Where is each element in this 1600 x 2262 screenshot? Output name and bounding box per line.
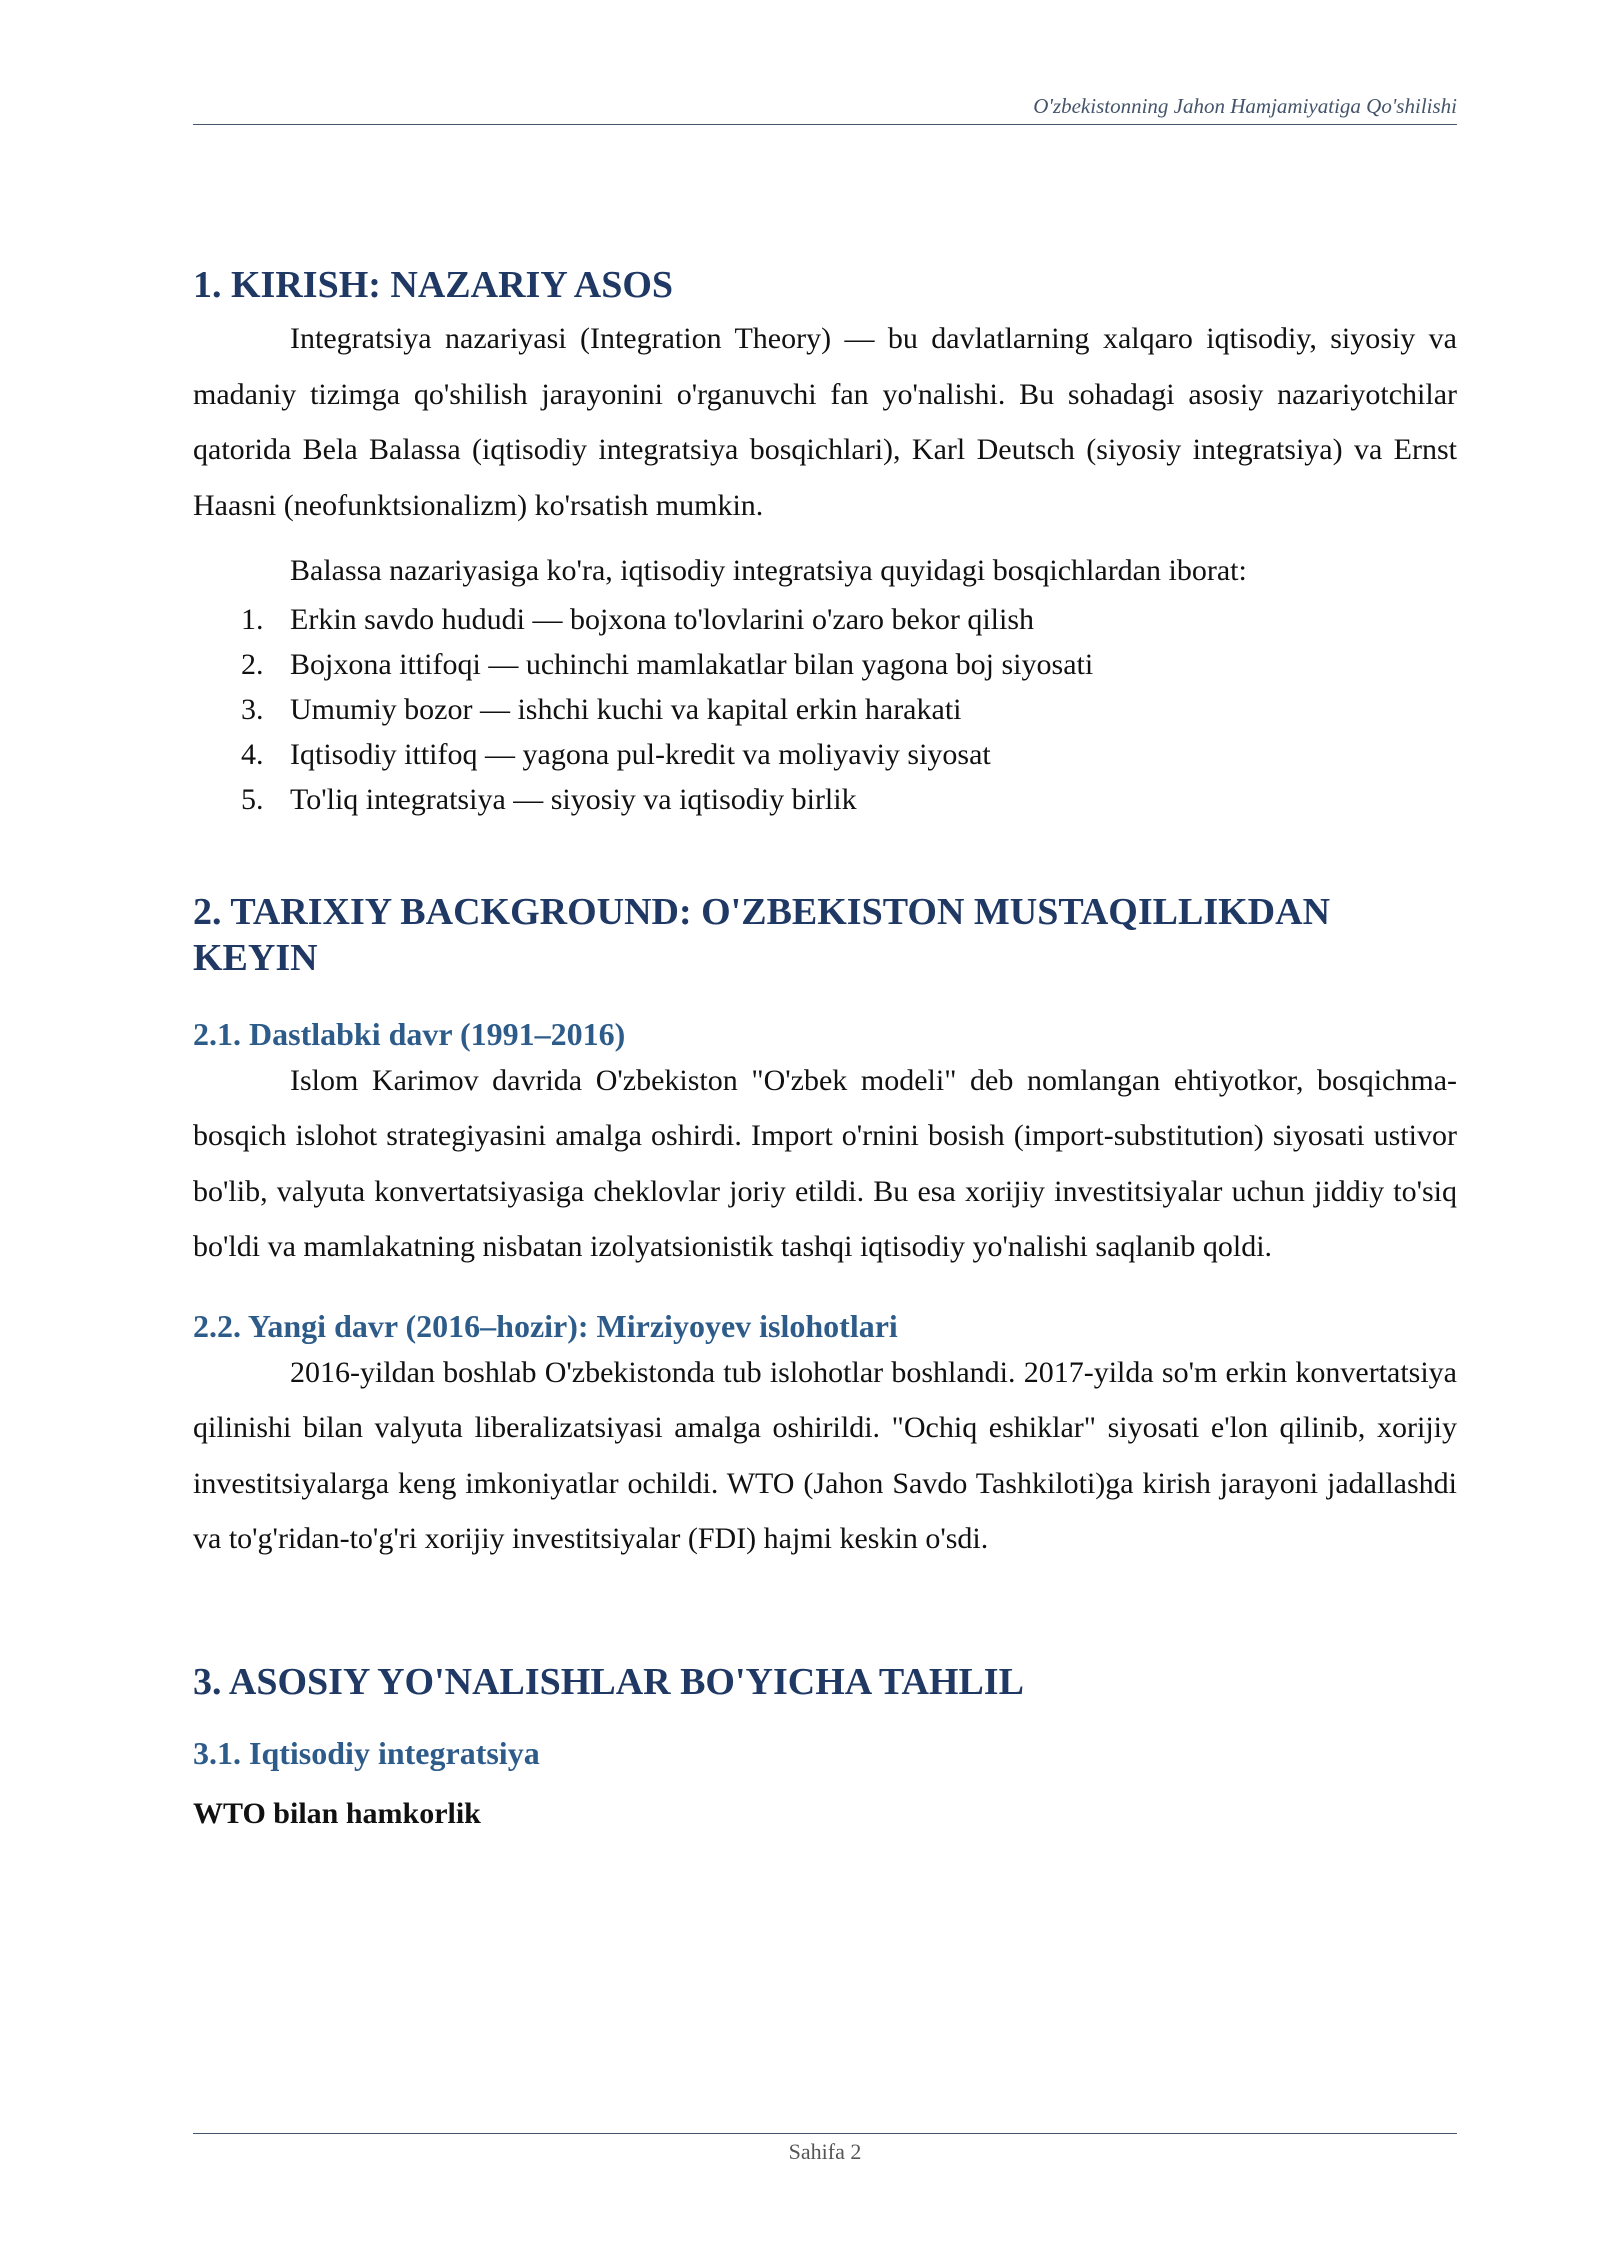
section-2-1-heading: 2.1. Dastlabki davr (1991–2016): [193, 1015, 626, 1052]
section-3-heading: 3. ASOSIY YO'NALISHLAR BO'YICHA TAHLIL: [193, 1660, 1024, 1703]
integration-stages-list: [193, 597, 1457, 822]
section-1-paragraph-2: Balassa nazariyasiga ko'ra, iqtisodiy integratsiya quyidagi bosqichlardan iborat:: [290, 554, 1247, 587]
section-2-heading: 2. TARIXIY BACKGROUND: O'ZBEKISTON MUSTAQILLIKDAN KEYIN: [193, 890, 1331, 979]
page-content: [193, 262, 1457, 1832]
section-2-1-paragraph: Islom Karimov davrida O'zbekiston "O'zbek modeli" deb nomlangan ehtiyotkor, bosqichma-bosqich islohot strategiyasini amalga oshirdi. Import o'rnini bosish (import-substitution) siyosati ustivor bo'lib, valyuta konvertatsiyasiga cheklovlar joriy etildi. Bu esa xorijiy investitsiyalar uchun jiddiy to'siq bo'ldi va mamlakatning nisbatan izolyatsionistik tashqi iqtisodiy yo'nalishi saqlanib qoldi.: [193, 1063, 1457, 1263]
section-3-1-heading: 3.1. Iqtisodiy integratsiya: [193, 1734, 540, 1771]
list-item: 2. Bojxona ittifoqi — uchinchi mamlakatlar bilan yagona boj siyosati: [241, 647, 1094, 681]
page-number: Sahifa 2: [788, 2139, 862, 2164]
list-item: 3. Umumiy bozor — ishchi kuchi va kapital erkin harakati: [241, 692, 962, 726]
section-2-2-paragraph: 2016-yildan boshlab O'zbekistonda tub islohotlar boshlandi. 2017-yilda so'm erkin konvertatsiya qilinishi bilan valyuta liberalizatsiyasi amalga oshirildi. "Ochiq eshiklar" siyosati e'lon qilinib, xorijiy investitsiyalarga keng imkoniyatlar ochildi. WTO (Jahon Savdo Tashkiloti)ga kirish jarayoni jadallashdi va to'g'ridan-to'g'ri xorijiy investitsiyalar (FDI) hajmi keskin o'sdi.: [193, 1355, 1457, 1555]
wto-subheading: WTO bilan hamkorlik: [193, 1796, 481, 1830]
header-rule: [193, 124, 1457, 125]
list-item: 1. Erkin savdo hududi — bojxona to'lovlarini o'zaro bekor qilish: [241, 602, 1035, 636]
list-item: 4. Iqtisodiy ittifoq — yagona pul-kredit va moliyaviy siyosat: [241, 737, 991, 771]
section-1-heading: 1. KIRISH: NAZARIY ASOS: [193, 264, 674, 306]
section-2-2-heading: 2.2. Yangi davr (2016–hozir): Mirziyoyev islohotlari: [193, 1307, 898, 1344]
running-header: O'zbekistonning Jahon Hamjamiyatiga Qo'shilishi: [1033, 94, 1457, 118]
section-1-paragraph-1: Integratsiya nazariyasi (Integration Theory) — bu davlatlarning xalqaro iqtisodiy, siyosiy va madaniy tizimga qo'shilish jarayonini o'rganuvchi fan yo'nalishi. Bu sohadagi asosiy nazariyotchilar qatorida Bela Balassa (iqtisodiy integratsiya bosqichlari), Karl Deutsch (siyosiy integratsiya) va Ernst Haasni (neofunktsionalizm) ko'rsatish mumkin.: [193, 322, 1457, 522]
list-item: 5. To'liq integratsiya — siyosiy va iqtisodiy birlik: [241, 782, 857, 816]
footer-rule: [193, 2133, 1457, 2134]
